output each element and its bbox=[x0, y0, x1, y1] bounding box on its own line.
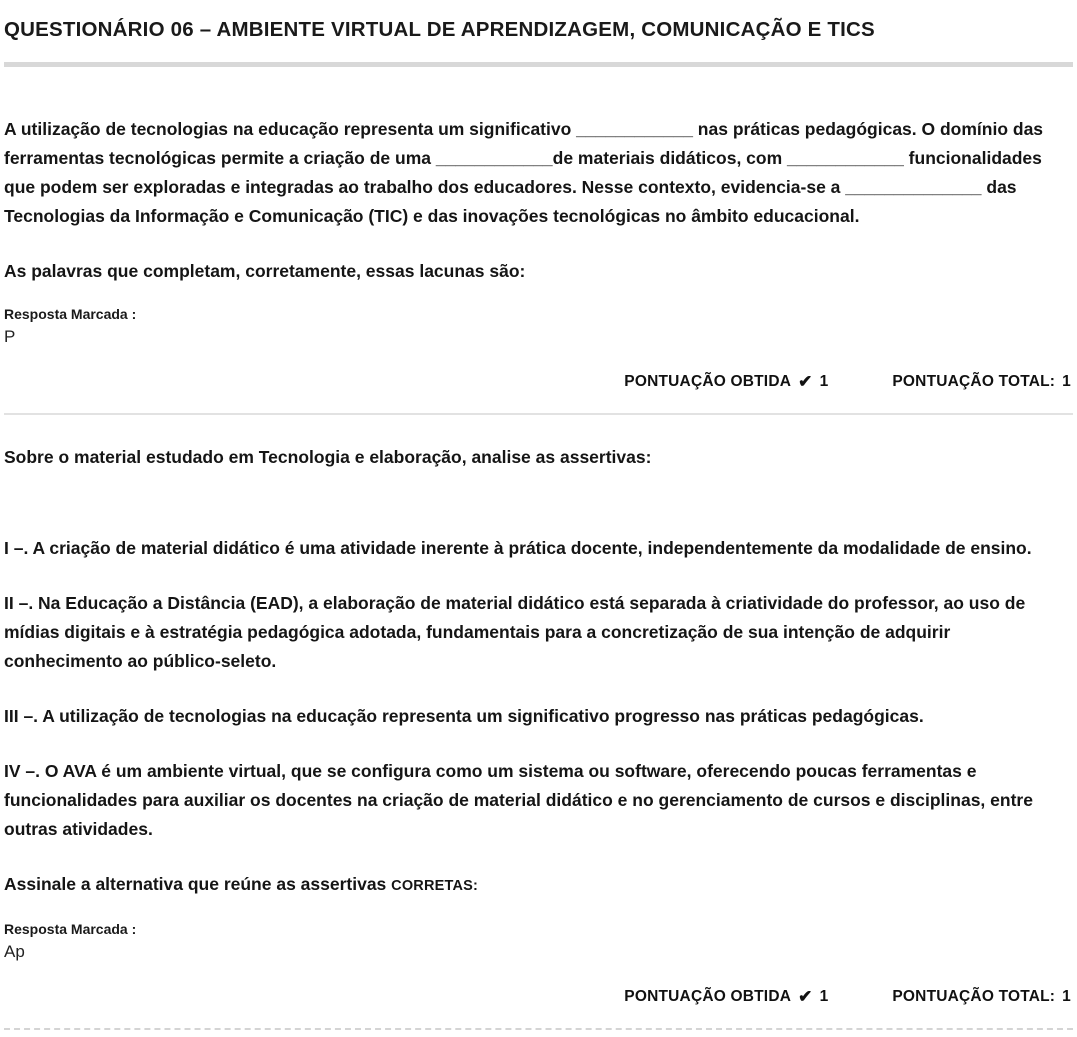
title-divider bbox=[4, 62, 1073, 67]
question-2-prompt bbox=[4, 870, 1073, 901]
score-total bbox=[892, 373, 1071, 391]
score-obtained-value: 1 bbox=[819, 988, 829, 1005]
question-1-text: A utilização de tecnologias na educação representa um significativo ____________ nas práticas pedagógicas. O domínio das ferramentas tecnológicas permite a criação de uma ____________de materiais didáticos, com ____________ funcionalidades que podem ser exploradas e integradas ao trabalho dos educadores. Nesse contexto, evidencia-se a ______________ das Tecnologias da Informação e Comunicação (TIC) e das inovações tecnológicas no âmbito educacional. bbox=[4, 119, 1044, 226]
question-2-intro: Sobre o material estudado em Tecnologia e elaboração, analise as assertivas: bbox=[4, 447, 652, 467]
bottom-divider bbox=[4, 1028, 1073, 1030]
page-title: QUESTIONÁRIO 06 – AMBIENTE VIRTUAL DE APRENDIZAGEM, COMUNICAÇÃO E TICS bbox=[4, 18, 875, 41]
question-1-prompt: As palavras que completam, corretamente, essas lacunas são: bbox=[4, 261, 526, 281]
score-row bbox=[4, 988, 1073, 1006]
check-icon: ✔ bbox=[798, 371, 813, 391]
question-block-1 bbox=[4, 115, 1073, 391]
score-obtained-value: 1 bbox=[819, 373, 829, 390]
score-total-label: PONTUAÇÃO TOTAL: bbox=[892, 373, 1056, 390]
score-obtained-label: PONTUAÇÃO OBTIDA bbox=[624, 988, 792, 1005]
question-divider bbox=[4, 413, 1073, 415]
answer-marked-label: Resposta Marcada : bbox=[4, 921, 137, 937]
score-obtained-label: PONTUAÇÃO OBTIDA bbox=[624, 373, 792, 390]
question-2-prompt-caps: CORRETAS: bbox=[391, 878, 479, 894]
score-obtained bbox=[624, 988, 828, 1006]
answer-marked-value: P bbox=[4, 327, 16, 346]
answer-marked-value: Ap bbox=[4, 942, 25, 961]
answer-marked-label: Resposta Marcada : bbox=[4, 306, 137, 322]
question-2-prompt-text: Assinale a alternativa que reúne as assertivas bbox=[4, 874, 392, 894]
assertion-1: I –. A criação de material didático é uma atividade inerente à prática docente, independentemente da modalidade de ensino. bbox=[4, 538, 1032, 558]
score-total-value: 1 bbox=[1062, 373, 1071, 390]
score-total-value: 1 bbox=[1062, 988, 1071, 1005]
score-total bbox=[892, 988, 1071, 1006]
score-row bbox=[4, 373, 1073, 391]
assertion-3: III –. A utilização de tecnologias na educação representa um significativo progresso nas práticas pedagógicas. bbox=[4, 706, 924, 726]
assertion-4: IV –. O AVA é um ambiente virtual, que se configura como um sistema ou software, oferecendo poucas ferramentas e funcionalidades para auxiliar os docentes na criação de material didático e no gerenciamento de cursos e disciplinas, entre outras atividades. bbox=[4, 761, 1033, 839]
assertion-2: II –. Na Educação a Distância (EAD), a elaboração de material didático está separada à criatividade do professor, ao uso de mídias digitais e à estratégia pedagógica adotada, fundamentais para a concretização de sua intenção de adquirir conhecimento ao público-seleto. bbox=[4, 593, 1026, 671]
check-icon: ✔ bbox=[798, 986, 813, 1006]
question-block-2 bbox=[4, 443, 1073, 1006]
score-obtained bbox=[624, 373, 828, 391]
score-total-label: PONTUAÇÃO TOTAL: bbox=[892, 988, 1056, 1005]
